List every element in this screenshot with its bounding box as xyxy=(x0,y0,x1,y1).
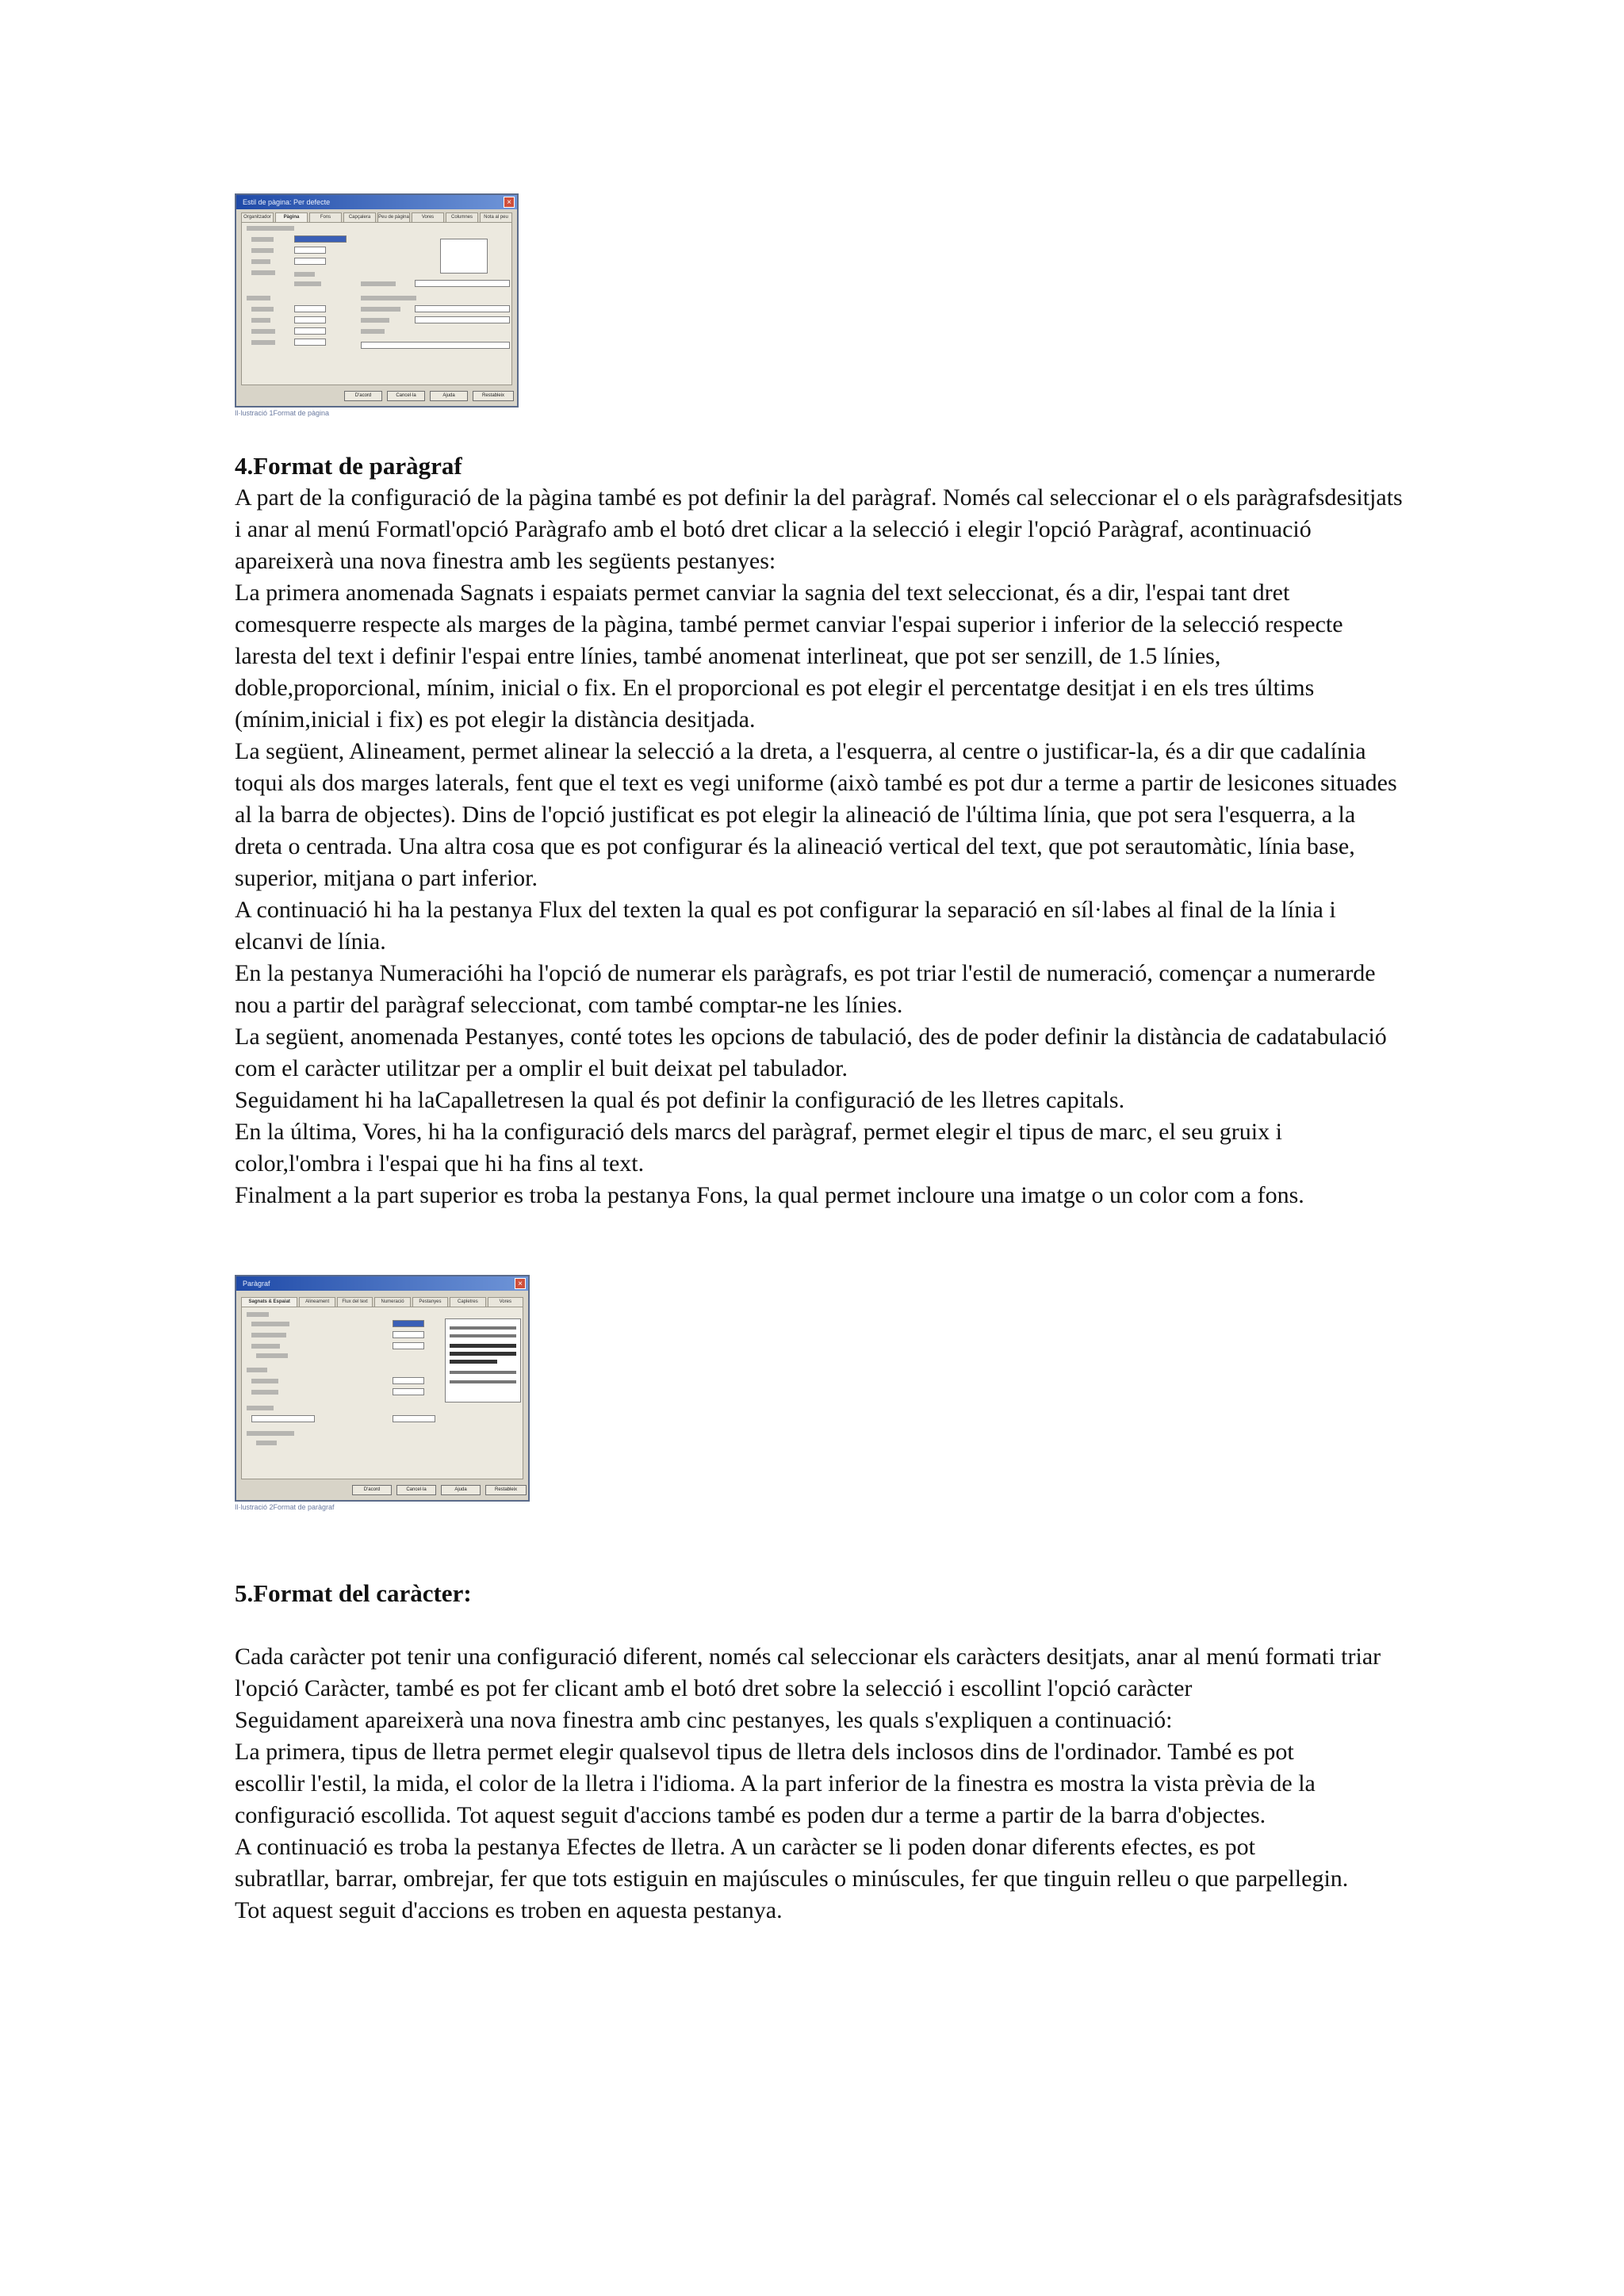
dialog-tab: Vores xyxy=(412,212,444,222)
dialog-button: Cancel·la xyxy=(387,391,425,401)
dialog-tab: Pestanyes xyxy=(412,1297,448,1307)
close-icon: × xyxy=(515,1278,526,1289)
dialog-tab: Flux del text xyxy=(337,1297,373,1307)
dialog-button: Ajuda xyxy=(430,391,468,401)
dialog-tab: Fons xyxy=(309,212,342,222)
body-paragraph: En la pestanya Numeracióhi ha l'opció de numerar els paràgrafs, es pot triar l'estil de numeració, començar a numerarde nou a partir del paràgraf seleccionat, com també comptar-ne les línies. xyxy=(235,960,1376,1018)
dialog-tab: Sagnats & Espaiat xyxy=(241,1297,297,1307)
section-paragraph-format xyxy=(235,450,1408,1211)
body-paragraph: A continuació hi ha la pestanya Flux del texten la qual es pot configurar la separació en síl·labes al final de la línia i elcanvi de línia. xyxy=(235,897,1336,955)
close-icon: × xyxy=(504,197,515,208)
dialog-tabs xyxy=(241,212,512,222)
body-paragraph: La primera, tipus de lletra permet elegir qualsevol tipus de lletra dels inclosos dins de l'ordinador. També es pot xyxy=(235,1739,1294,1765)
body-paragraph: La primera anomenada Sagnats i espaiats permet canviar la sagnia del text seleccionat, és a dir, l'espai tant dret comesquerre respecte als marges de la pàgina, també permet canviar l'espai superior i inferior de la selecció respecte laresta del text i definir l'espai entre línies, també anomenat interlineat, que pot ser senzill, de 1.5 línies, doble,proporcional, mínim, inicial o fix. En el proporcional es pot elegir el percentatge desitjat i en els tres últims (mínim,inicial i fix) es pot elegir la distància desitjada. xyxy=(235,580,1343,733)
body-paragraph: A part de la configuració de la pàgina també es pot definir la del paràgraf. Només cal seleccionar el o els paràgrafsdesitjats i anar al menú Formatl'opció Paràgrafo amb el botó dret clicar a la selecció i elegir l'opció Paràgraf, acontinuació apareixerà una nova finestra amb les següents pestanyes: xyxy=(235,484,1403,574)
dialog-button: D'acord xyxy=(344,391,382,401)
figure-caption: Il·lustració 1Format de pàgina xyxy=(235,409,330,417)
dialog-tabs xyxy=(241,1297,523,1307)
body-paragraph: La següent, anomenada Pestanyes, conté totes les opcions de tabulació, des de poder definir la distància de cadatabulació com el caràcter utilitzar per a omplir el buit deixat pel tabulador. xyxy=(235,1024,1387,1081)
dialog-tab: Vores xyxy=(488,1297,523,1307)
dialog-tab: Nota al peu xyxy=(480,212,512,222)
body-paragraph: escollir l'estil, la mida, el color de la lletra i l'idioma. A la part inferior de la finestra es mostra la vista prèvia de la xyxy=(235,1770,1316,1797)
dialog-tab: Capletres xyxy=(450,1297,485,1307)
dialog-button: Restableix xyxy=(485,1485,527,1495)
dialog-button: Restableix xyxy=(473,391,514,401)
page-format-screenshot xyxy=(235,193,519,420)
dialog-title: Paràgraf xyxy=(236,1276,528,1291)
body-paragraph: Cada caràcter pot tenir una configuració diferent, només cal seleccionar els caràcters desitjats, anar al menú formati triar l'opció Caràcter, també es pot fer clicant amb el botó dret sobre la selecció i escollint l'opció caràcter xyxy=(235,1644,1381,1701)
section-character-format xyxy=(235,1578,1408,1927)
dialog-window xyxy=(235,1275,530,1502)
dialog-window xyxy=(235,193,519,408)
dialog-tab: Alineament xyxy=(299,1297,335,1307)
dialog-tab: Peu de pàgina xyxy=(377,212,410,222)
dialog-button: Cancel·la xyxy=(396,1485,436,1495)
body-paragraph: La següent, Alineament, permet alinear la selecció a la dreta, a l'esquerra, al centre o justificar-la, és a dir que cadalínia toqui als dos marges laterals, fent que el text es vegi uniforme (això també es pot dur a terme a partir de lesicones situades al la barra de objectes). Dins de l'opció justificat es pot elegir la alineació de l'última línia, que pot sera l'esquerra, a la dreta o centrada. Una altra cosa que es pot configurar és la alineació vertical del text, que pot serautomàtic, línia base, superior, mitjana o part inferior. xyxy=(235,738,1397,891)
dialog-tab: Numeració xyxy=(374,1297,410,1307)
dialog-button: D'acord xyxy=(352,1485,392,1495)
body-paragraph: Finalment a la part superior es troba la pestanya Fons, la qual permet incloure una imatge o un color com a fons. xyxy=(235,1182,1304,1208)
body-paragraph: En la última, Vores, hi ha la configuració dels marcs del paràgraf, permet elegir el tipus de marc, el seu gruix i color,l'ombra i l'espai que hi ha fins al text. xyxy=(235,1119,1282,1177)
section-heading: 4.Format de paràgraf xyxy=(235,452,462,480)
dialog-tab: Capçalera xyxy=(343,212,376,222)
figure-caption: Il·lustració 2Format de paràgraf xyxy=(235,1503,335,1511)
body-paragraph: configuració escollida. Tot aquest seguit d'accions també es poden dur a terme a partir de la barra d'objectes. xyxy=(235,1802,1266,1828)
dialog-body xyxy=(241,222,512,385)
body-paragraph: Tot aquest seguit d'accions es troben en aquesta pestanya. xyxy=(235,1897,783,1923)
body-paragraph: subratllar, barrar, ombrejar, fer que tots estiguin en majúscules o minúscules, fer que tinguin relleu o que parpellegin. xyxy=(235,1866,1349,1892)
dialog-button: Ajuda xyxy=(441,1485,481,1495)
paragraph-format-screenshot xyxy=(235,1275,530,1513)
dialog-body xyxy=(241,1307,523,1479)
body-paragraph: A continuació es troba la pestanya Efectes de lletra. A un caràcter se li poden donar diferents efectes, es pot xyxy=(235,1834,1255,1860)
dialog-tab: Organitzador xyxy=(241,212,274,222)
body-paragraph: Seguidament apareixerà una nova finestra amb cinc pestanyes, les quals s'expliquen a continuació: xyxy=(235,1707,1173,1733)
section-heading: 5.Format del caràcter: xyxy=(235,1579,472,1607)
dialog-tab: Pàgina xyxy=(275,212,308,222)
body-paragraph: Seguidament hi ha laCapalletresen la qual és pot definir la configuració de les lletres capitals. xyxy=(235,1087,1125,1113)
dialog-title: Estil de pàgina: Per defecte xyxy=(236,195,517,209)
dialog-tab: Columnes xyxy=(446,212,478,222)
